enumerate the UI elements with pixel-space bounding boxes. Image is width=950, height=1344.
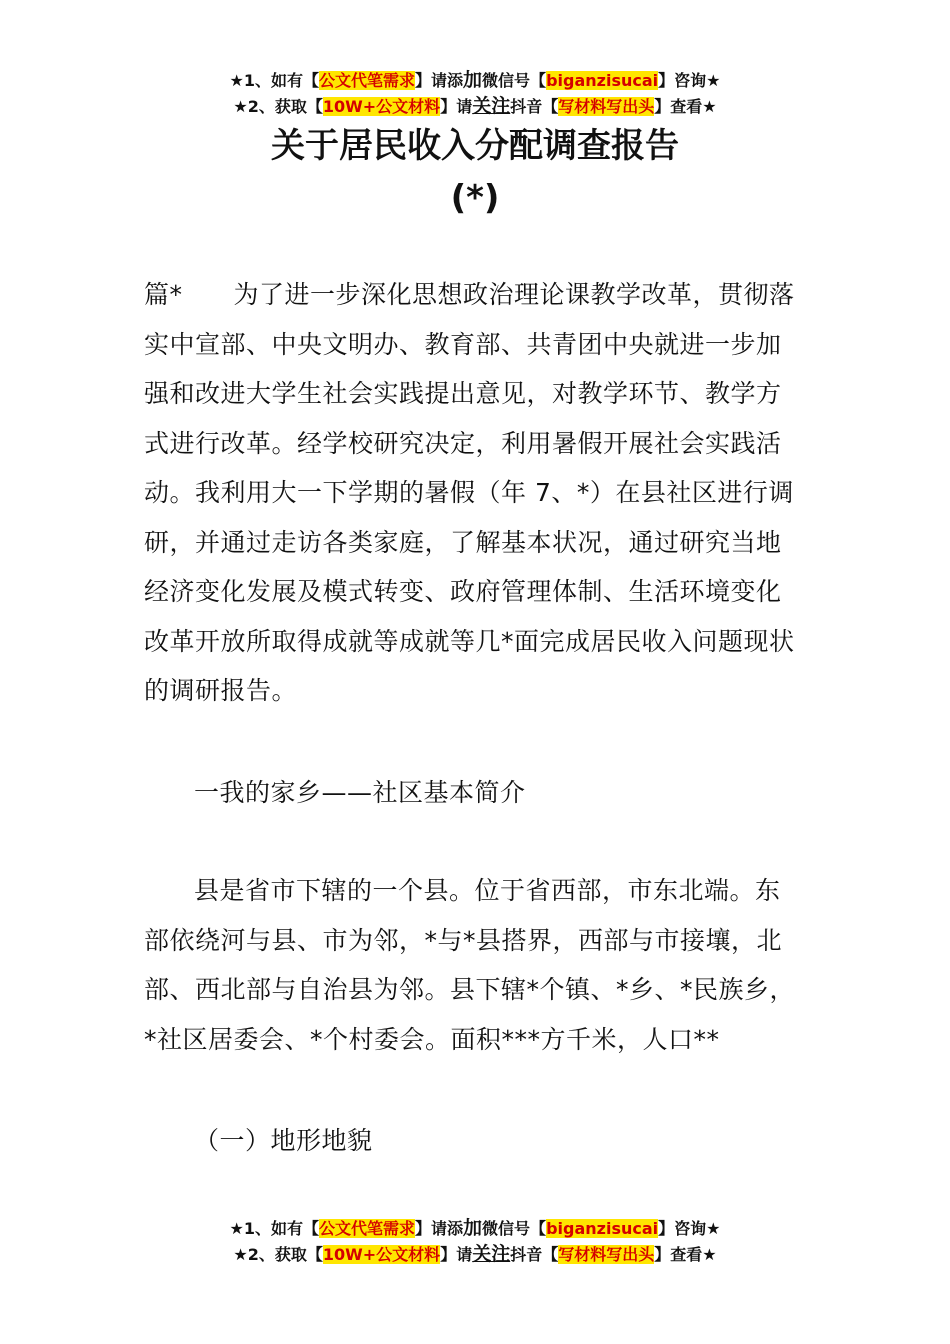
- highlight-ghostwriting: 公文代笔需求: [319, 1219, 416, 1238]
- text-line: 动。我利用大一下学期的暑假（年 7、*）在县社区进行调: [144, 478, 794, 507]
- text-line: 经济变化发展及模式转变、政府管理体制、生活环境变化: [144, 577, 782, 606]
- top-notice-line-2: ★2、获取【10W+公文材料】请关注抖音【写材料写出头】查看★: [233, 95, 717, 117]
- page-subtitle: (*): [450, 178, 500, 218]
- page-title: 关于居民收入分配调查报告: [271, 126, 679, 166]
- text-line: 部依绕河与县、市为邻，*与*县搭界，西部与市接壤，北: [144, 925, 783, 955]
- text-line: 部、西北部与自治县为邻。县下辖*个镇、*乡、*民族乡，: [144, 975, 796, 1004]
- highlight-wechat-id: biganzisucai: [546, 71, 659, 90]
- highlight-douyin: 写材料写出头: [558, 97, 655, 116]
- highlight-ghostwriting: 公文代笔需求: [319, 71, 416, 90]
- section-heading: 一我的家乡——社区基本简介: [194, 778, 526, 807]
- text-line: 强和改进大学生社会实践提出意见，对教学环节、教学方: [144, 379, 782, 408]
- highlight-douyin: 写材料写出头: [558, 1245, 655, 1264]
- top-notice-line-1: ★1、如有【公文代笔需求】请添加微信号【biganzisucai】咨询★: [229, 69, 721, 91]
- text-line: 研，并通过走访各类家庭，了解基本状况，通过研究当地: [144, 527, 782, 557]
- intro-paragraph: [144, 270, 809, 716]
- bottom-notice-line-2: ★2、获取【10W+公文材料】请关注抖音【写材料写出头】查看★: [233, 1243, 717, 1265]
- text-line: 实中宣部、中央文明办、教育部、共青团中央就进一步加: [144, 329, 782, 359]
- text-line: 的调研报告。: [144, 676, 298, 705]
- section-paragraph: [144, 866, 809, 1064]
- bottom-notice-line-1: ★1、如有【公文代笔需求】请添加微信号【biganzisucai】咨询★: [229, 1217, 721, 1239]
- highlight-materials: 10W+公文材料: [322, 1245, 441, 1264]
- text-line: *社区居委会、*个村委会。面积***方千米，人口**: [144, 1024, 720, 1054]
- text-line: 改革开放所取得成就等成就等几*面完成居民收入问题现状: [144, 626, 795, 656]
- text-line: 县是省市下辖的一个县。位于省西部，市东北端。东: [194, 876, 781, 905]
- highlight-materials: 10W+公文材料: [322, 97, 441, 116]
- text-line: 式进行改革。经学校研究决定，利用暑假开展社会实践活: [144, 428, 782, 458]
- text-line: 篇* 为了进一步深化思想政治理论课教学改革，贯彻落: [144, 280, 795, 309]
- highlight-wechat-id: biganzisucai: [546, 1219, 659, 1238]
- subsection-heading: （一）地形地貌: [194, 1126, 373, 1155]
